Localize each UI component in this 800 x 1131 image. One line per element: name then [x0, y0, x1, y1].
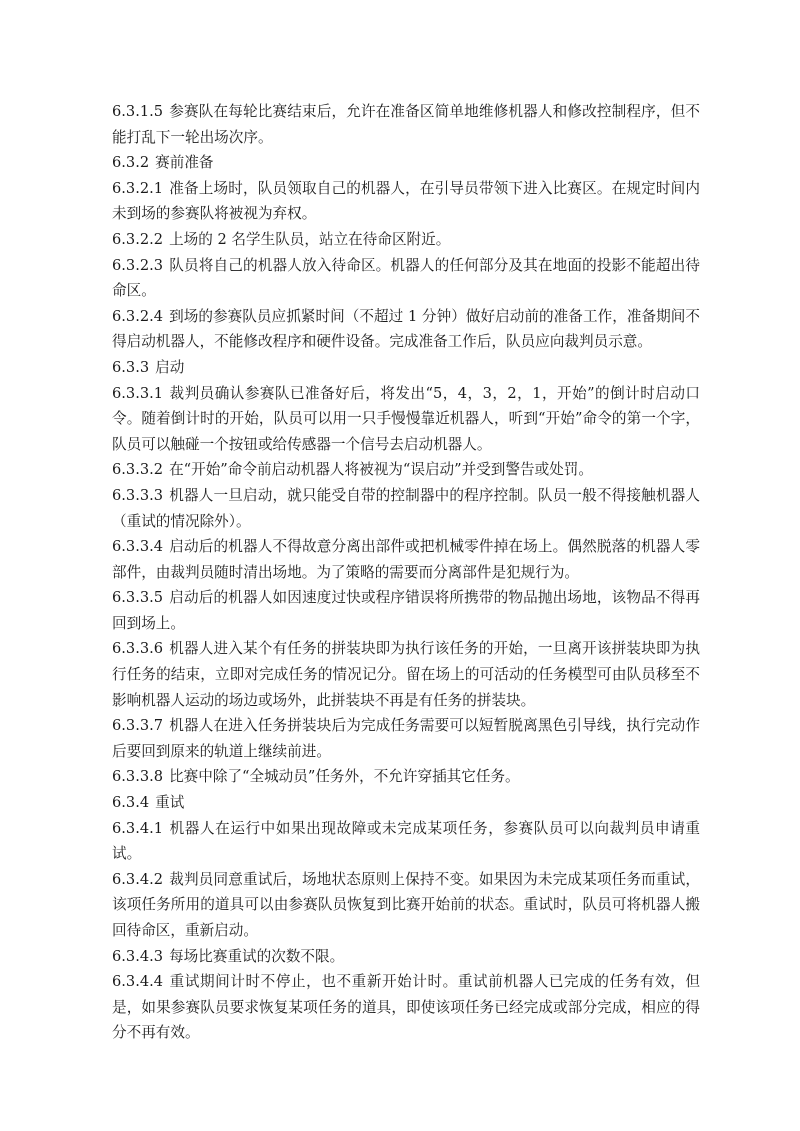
- section-number: 6.3.3.7: [112, 717, 164, 735]
- section-number: 6.3.4: [112, 794, 150, 812]
- paragraph-6-3-2-4: [112, 304, 700, 355]
- paragraph-6-3-3-8: [112, 764, 700, 790]
- paragraph-text: 到场的参赛队员应抓紧时间（不超过 1 分钟）做好启动前的准备工作，准备期间不得启动机器人，不能修改程序和硬件设备。完成准备工作后，队员应向裁判员示意。: [112, 307, 700, 351]
- paragraph-text: 机器人在运行中如果出现故障或未完成某项任务，参赛队员可以向裁判员申请重试。: [112, 819, 700, 863]
- section-number: 6.3.3: [112, 358, 150, 376]
- paragraph-6-3-4-3: [112, 944, 700, 970]
- section-number: 6.3.3.2: [112, 461, 164, 479]
- section-number: 6.3.3.1: [112, 384, 164, 402]
- paragraph-text: 比赛中除了“全城动员”任务外，不允许穿插其它任务。: [169, 768, 520, 786]
- paragraph-text: 在“开始”命令前启动机器人将被视为“误启动”并受到警告或处罚。: [169, 461, 593, 479]
- heading-6-3-3: [112, 355, 700, 381]
- paragraph-6-3-3-7: [112, 713, 700, 764]
- paragraph-6-3-4-1: [112, 816, 700, 867]
- section-number: 6.3.4.1: [112, 819, 164, 837]
- section-number: 6.3.2.3: [112, 256, 164, 274]
- section-number: 6.3.2.2: [112, 230, 164, 248]
- paragraph-6-3-4-2: [112, 867, 700, 944]
- paragraph-text: 启动后的机器人如因速度过快或程序错误将所携带的物品抛出场地，该物品不得再回到场上。: [112, 589, 700, 632]
- paragraph-6-3-3-3: [112, 483, 700, 534]
- heading-text: 重试: [155, 794, 185, 812]
- paragraph-text: 机器人一旦启动，就只能受自带的控制器中的程序控制。队员一般不得接触机器人（重试的情况除外）。: [112, 486, 700, 530]
- section-number: 6.3.4.4: [112, 973, 164, 991]
- paragraph-6-3-3-2: [112, 457, 700, 483]
- paragraph-text: 重试期间计时不停止，也不重新开始计时。重试前机器人已完成的任务有效，但是，如果参赛队员要求恢复某项任务的道具，即使该项任务已经完成或部分完成，相应的得分不再有效。: [112, 973, 700, 1042]
- heading-6-3-2: [112, 150, 700, 176]
- paragraph-6-3-2-1: [112, 176, 700, 227]
- paragraph-6-3-3-5: [112, 585, 700, 636]
- paragraph-text: 参赛队在每轮比赛结束后，允许在准备区简单地维修机器人和修改控制程序，但不能打乱下一轮出场次序。: [112, 103, 700, 146]
- paragraph-6-3-2-3: [112, 253, 700, 304]
- paragraph-text: 裁判员确认参赛队已准备好后，将发出“5，4，3，2，1，开始”的倒计时启动口令。随着倒计时的开始，队员可以用一只手慢慢靠近机器人，听到“开始”命令的第一个字，队员可以触碰一个按钮或给传感器一个信号去启动机器人。: [112, 384, 700, 453]
- paragraph-text: 每场比赛重试的次数不限。: [169, 947, 345, 965]
- paragraph-6-3-3-1: [112, 381, 700, 458]
- heading-6-3-4: [112, 790, 700, 816]
- paragraph-text: 准备上场时，队员领取自己的机器人，在引导员带领下进入比赛区。在规定时间内未到场的参赛队将被视为弃权。: [112, 179, 700, 223]
- paragraph-6-3-4-4: [112, 969, 700, 1046]
- paragraph-text: 机器人在进入任务拼装块后为完成任务需要可以短暂脱离黑色引导线，执行完动作后要回到原来的轨道上继续前进。: [112, 717, 700, 760]
- paragraph-6-3-3-4: [112, 534, 700, 585]
- document-page: [112, 99, 700, 1046]
- section-number: 6.3.3.4: [112, 538, 164, 556]
- heading-text: 启动: [155, 358, 185, 376]
- heading-text: 赛前准备: [155, 154, 214, 172]
- paragraph-6-3-1-5: [112, 99, 700, 150]
- section-number: 6.3.1.5: [112, 103, 164, 120]
- section-number: 6.3.2.1: [112, 179, 164, 197]
- paragraph-text: 队员将自己的机器人放入待命区。机器人的任何部分及其在地面的投影不能超出待命区。: [112, 256, 700, 300]
- paragraph-text: 上场的 2 名学生队员，站立在待命区附近。: [169, 230, 451, 248]
- section-number: 6.3.3.8: [112, 768, 164, 786]
- section-number: 6.3.4.2: [112, 870, 164, 888]
- section-number: 6.3.3.6: [112, 640, 164, 658]
- paragraph-text: 机器人进入某个有任务的拼装块即为执行该任务的开始，一旦离开该拼装块即为执行任务的结束，立即对完成任务的情况记分。留在场上的可活动的任务模型可由队员移至不影响机器人运动的场边或场外，此拼装块不再是有任务的拼装块。: [112, 640, 700, 709]
- section-number: 6.3.2: [112, 154, 150, 172]
- paragraph-text: 启动后的机器人不得故意分离出部件或把机械零件掉在场上。偶然脱落的机器人零部件，由裁判员随时清出场地。为了策略的需要而分离部件是犯规行为。: [112, 538, 700, 581]
- paragraph-6-3-2-2: [112, 227, 700, 253]
- section-number: 6.3.3.3: [112, 486, 164, 504]
- paragraph-text: 裁判员同意重试后，场地状态原则上保持不变。如果因为未完成某项任务而重试，该项任务所用的道具可以由参赛队员恢复到比赛开始前的状态。重试时，队员可将机器人搬回待命区，重新启动。: [112, 870, 700, 939]
- section-number: 6.3.2.4: [112, 307, 164, 325]
- section-number: 6.3.4.3: [112, 947, 164, 965]
- paragraph-6-3-3-6: [112, 636, 700, 713]
- section-number: 6.3.3.5: [112, 589, 164, 607]
